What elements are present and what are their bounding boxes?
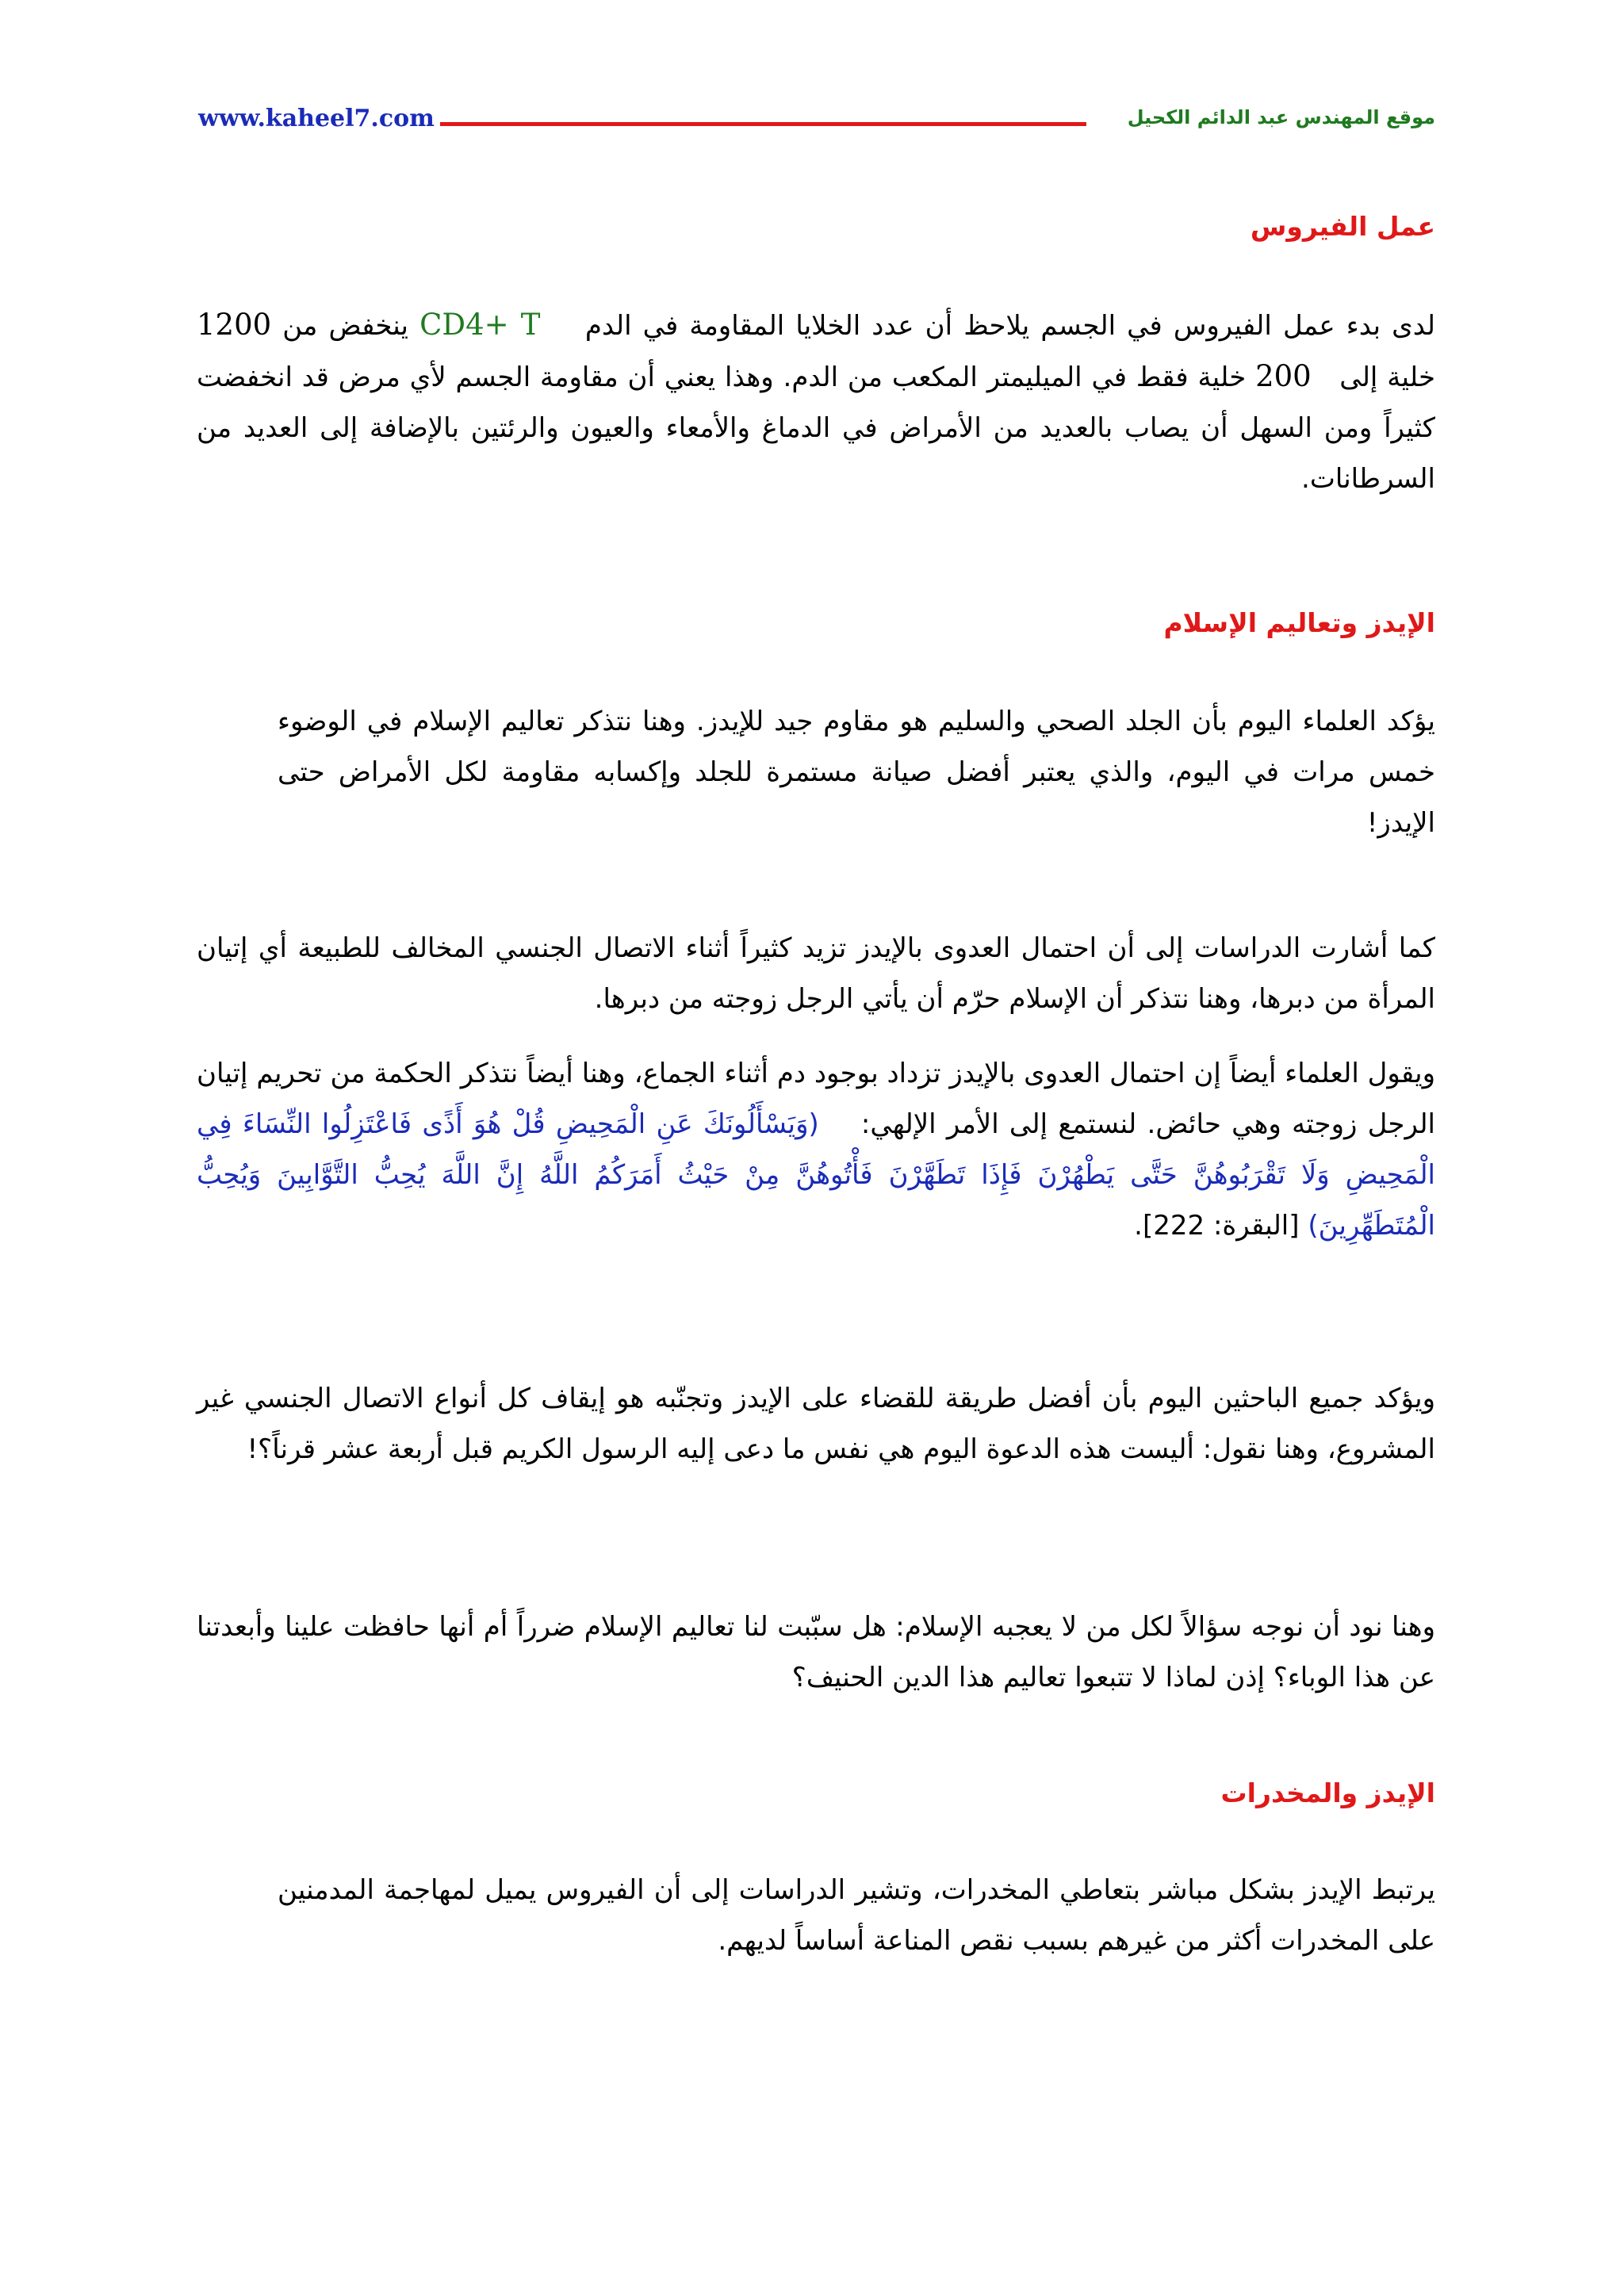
- paragraph-virus-action: [197, 300, 1435, 504]
- quran-verse: (وَيَسْأَلُونَكَ عَنِ الْمَحِيضِ قُلْ هُوَ أَذًى فَاعْتَزِلُوا النِّسَاءَ فِي الْمَحِيضِ وَلَا تَقْرَبُوهُنَّ حَتَّى يَطْهُرْنَ فَإِذَا تَطَهَّرْنَ فَأْتُوهُنَّ مِنْ حَيْثُ أَمَرَكُمُ اللَّهُ إِنَّ اللَّهَ يُحِبُّ التَّوَّابِينَ وَيُحِبُّ الْمُتَطَهِّرِينَ): [197, 1108, 1435, 1242]
- paragraph-blood-menstruation: [197, 1048, 1435, 1251]
- paragraph-drugs: يرتبط الإيدز بشكل مباشر بتعاطي المخدرات، وتشير الدراسات إلى أن الفيروس يميل لمهاجمة المدمنين على المخدرات أكثر من غيرهم بسبب نقص المناعة أساساً لديهم.: [278, 1874, 1435, 1957]
- number-value: 1200: [197, 308, 272, 342]
- verse-reference: [البقرة: 222].: [1134, 1210, 1300, 1242]
- paragraph-text: لدى بدء عمل الفيروس في الجسم يلاحظ أن عدد الخلايا المقاومة في الدم: [584, 310, 1435, 342]
- section-heading-virus-action: عمل الفيروس: [1250, 211, 1435, 242]
- paragraph-question: وهنا نود أن نوجه سؤالاً لكل من لا يعجبه الإسلام: هل سبّبت لنا تعاليم الإسلام ضرراً أم أنها حافظت علينا وأبعدتنا عن هذا الوباء؟ إذن لماذا لا تتبعوا تعاليم هذا الدين الحنيف؟: [197, 1611, 1435, 1693]
- section-heading-aids-islam: الإيدز وتعاليم الإسلام: [1163, 607, 1435, 638]
- site-url[interactable]: www.kaheel7.com: [198, 105, 435, 132]
- paragraph-text: ينخفض من: [282, 310, 409, 342]
- paragraph-researchers-advice: ويؤكد جميع الباحثين اليوم بأن أفضل طريقة للقضاء على الإيدز وتجنّبه هو إيقاف كل أنواع الاتصال الجنسي غير المشروع، وهنا نقول: أليست هذه الدعوة اليوم هي نفس ما دعى إليه الرسول الكريم قبل أربعة عشر قرناً؟!: [197, 1383, 1435, 1465]
- paragraph-text: خلية إلى: [1339, 362, 1435, 393]
- number-value: 200: [1255, 359, 1312, 393]
- site-title: موقع المهندس عبد الدائم الكحيل: [1127, 106, 1435, 128]
- paragraph-text: ويقول العلماء أيضاً إن احتمال العدوى بالإيدز تزداد بوجود دم أثناء الجماع، وهنا أيضاً نتذكر الحكمة من تحريم إتيان الرجل زوجته وهي حائض. لنستمع إلى الأمر الإلهي:: [197, 1058, 1436, 1140]
- paragraph-text: خلية فقط في الميليمتر المكعب من الدم. وهذا يعني أن مقاومة الجسم لأي مرض قد انخفضت كثيراً ومن السهل أن يصاب بالعديد من الأمراض في الدماغ والأمعاء والعيون والرئتين بالإضافة إلى العديد من السرطانات.: [197, 362, 1435, 495]
- cd4-term: CD4+ T: [419, 308, 541, 342]
- paragraph-skin-ablution: يؤكد العلماء اليوم بأن الجلد الصحي والسليم هو مقاوم جيد للإيدز. وهنا نتذكر تعاليم الإسلام في الوضوء خمس مرات في اليوم، والذي يعتبر أفضل صيانة مستمرة للجلد وإكسابه مقاومة لكل الأمراض حتى الإيدز!: [278, 706, 1435, 839]
- header-divider: [440, 122, 1086, 126]
- page-header: [198, 101, 1435, 141]
- paragraph-studies-transmission: كما أشارت الدراسات إلى أن احتمال العدوى بالإيدز تزيد كثيراً أثناء الاتصال الجنسي المخالف للطبيعة أي إتيان المرأة من دبرها، وهنا نتذكر أن الإسلام حرّم أن يأتي الرجل زوجته من دبرها.: [197, 932, 1435, 1015]
- section-heading-aids-drugs: الإيدز والمخدرات: [1220, 1777, 1435, 1808]
